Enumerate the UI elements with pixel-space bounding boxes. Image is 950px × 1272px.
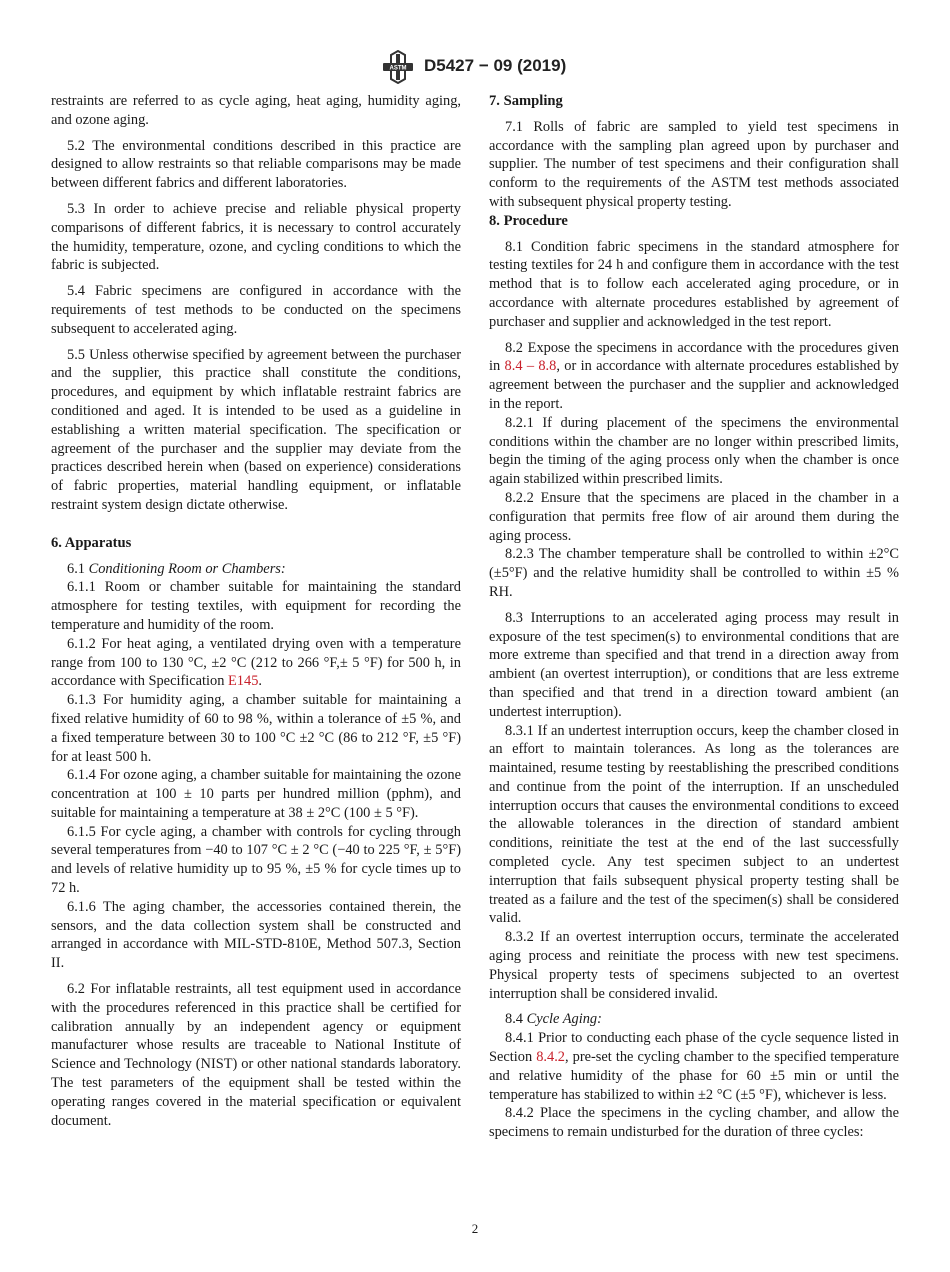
section-8-heading: 8. Procedure	[489, 212, 568, 229]
paragraph-8-2: 8.2 Expose the specimens in accordance with the procedures given in 8.4 – 8.8, or in accordance with alternate procedures established by agreement between the purchaser and the supplier and acknowledged in the report.	[489, 339, 899, 412]
svg-text:ASTM: ASTM	[389, 65, 407, 72]
paragraph-8-4-2: 8.4.2 Place the specimens in the cycling chamber, and allow the specimens to remain undisturbed for the duration of three cycles:	[489, 1105, 899, 1141]
paragraph-6-1-4: 6.1.4 For ozone aging, a chamber suitable for maintaining the ozone concentration at 100 ± 10 parts per hundred million (pphm), and suitable for maintaining a temperature at 38 ± 2°C (100 ± 5 °F).	[51, 767, 461, 821]
paragraph-8-3-1: 8.3.1 If an undertest interruption occurs, keep the chamber closed in an effort to maintain tolerances. As long as the tolerances are maintained, resume testing by reestablishing the prescribed conditions and continue from the point of the interruption. If an unscheduled interruption occurs that causes the environmental conditions to exceed the allowable tolerances in the direction of standard ambient conditions, reinitiate the test at the end of the last successfully completed cycle. Any test specimen subject to an undertest interruption that fails subsequent physical property testing shall be treated as a failure and the test of the specimen(s) shall be considered valid.	[489, 722, 899, 927]
astm-logo-icon	[380, 50, 416, 84]
paragraph-5-2: 5.2 The environmental conditions described in this practice are designed to allow restraints so that reliable comparisons may be made between different fabrics and different laboratories.	[51, 137, 461, 192]
section-6-heading: 6. Apparatus	[51, 534, 132, 551]
paragraph-5-3: 5.3 In order to achieve precise and reliable physical property comparisons of different fabrics, it is necessary to control accurately the humidity, temperature, ozone, and cycling conditions to which the fabric is subjected.	[51, 200, 461, 274]
paragraph-6-1: 6.1 Conditioning Room or Chambers:	[67, 560, 286, 577]
document-id: D5427 − 09 (2019)	[424, 56, 567, 75]
paragraph-6-1-2: 6.1.2 For heat aging, a ventilated drying oven with a temperature range from 100 to 130 °C, ±2 °C (212 to 266 °F,± 5 °F) for 500 h, in accordance with Specification E145.	[51, 635, 461, 690]
paragraph-8-3-2: 8.3.2 If an overtest interruption occurs, terminate the accelerated aging process and reinitiate the process with new test specimens. Physical property tests of specimens subjected to an overtest interruption shall be considered invalid.	[489, 929, 899, 1002]
paragraph-6-2: 6.2 For inflatable restraints, all test equipment used in accordance with the procedures referenced in this practice shall be certified for calibration annually by an independent agency or equipment manufacturer whose results are traceable to National Institute of Science and Technology (NIST) or other national standards laboratory. The test parameters of the equipment shall be tested within the operating ranges covered in the material specification or equivalent document.	[51, 981, 461, 1129]
paragraph-8-3: 8.3 Interruptions to an accelerated aging process may result in exposure of the test specimen(s) to environmental conditions that are more extreme than specified and that trend in a direction away from ambient (an overtest interruption), or conditions that are less extreme than specified and that trend in a direction toward ambient (an undertest interruption).	[489, 609, 899, 720]
paragraph-8-2-1: 8.2.1 If during placement of the specimens the environmental conditions within the chamber are no longer within prescribed limits, begin the timing of the aging process only when the chamber is once again stabilized within prescribed limits.	[489, 414, 899, 488]
paragraph-8-2-2: 8.2.2 Ensure that the specimens are placed in the chamber in a configuration that permits free flow of air around them during the aging process.	[489, 489, 899, 544]
link-e145[interactable]: E145	[228, 673, 259, 690]
paragraph-8-4-1: 8.4.1 Prior to conducting each phase of the cycle sequence listed in Section 8.4.2, pre-set the cycling chamber to the specified temperature and relative humidity of the phase for 60 ±5 min or until the temperature has stabilized to within ±2 °C (±5 °F), whichever is less.	[489, 1030, 899, 1103]
paragraph-6-1-1: 6.1.1 Room or chamber suitable for maintaining the standard atmosphere for testing textiles, with equipment for recording the temperature and humidity of the room.	[51, 579, 461, 633]
section-7-heading: 7. Sampling	[489, 93, 563, 109]
paragraph-8-2-3: 8.2.3 The chamber temperature shall be controlled to within ±2°C (±5°F) and the relative humidity shall be controlled to within ±5 % RH.	[489, 546, 899, 600]
page-header	[0, 50, 950, 86]
paragraph-6-1-3: 6.1.3 For humidity aging, a chamber suitable for maintaining a fixed relative humidity of 60 to 98 %, within a tolerance of ±5 %, and a fixed temperature between 30 to 100 °C ±2 °C (86 to 212 °F, ±5 °F) for at least 500 h.	[51, 692, 461, 765]
paragraph-5-4: 5.4 Fabric specimens are configured in accordance with the requirements of test methods to be conducted on the specimens subsequent to accelerated aging.	[51, 283, 461, 337]
paragraph-6-1-5: 6.1.5 For cycle aging, a chamber with controls for cycling through several temperatures from −40 to 107 °C ± 2 °C (−40 to 225 °F, ± 5°F) and levels of relative humidity up to 95 %, ±5 % for cycle times up to 72 h.	[51, 823, 461, 897]
paragraph-5-5: 5.5 Unless otherwise specified by agreement between the purchaser and the supplier, this practice shall constitute the conditions, procedures, and equipment by which inflatable restraint fabrics are conditioned and aged. It is intended to be used as a guideline in establishing a written material specification. The specification or agreement of the purchaser and the supplier may deviate from the practices described herein when (based on experience) considerations of fabric properties, material handling equipment, or inflatable restraint system design dictate otherwise.	[51, 346, 461, 513]
paragraph-8-4: 8.4 Cycle Aging:	[505, 1011, 602, 1028]
right-column	[489, 92, 899, 1142]
paragraph-7-1: 7.1 Rolls of fabric are sampled to yield test specimens in accordance with the sampling plan agreed upon by purchaser and supplier. The number of test specimens and their configuration shall conform to the requirements of the ASTM test methods associated with subsequent physical property testing.	[489, 118, 899, 210]
link-8-4-2[interactable]: 8.4.2	[536, 1049, 565, 1066]
link-8-4-8-8[interactable]: 8.4 – 8.8	[504, 358, 557, 375]
page-number: 2	[471, 1221, 479, 1236]
paragraph-8-1: 8.1 Condition fabric specimens in the standard atmosphere for testing textiles for 24 h and configure them in accordance with the test method that is to follow each accelerated aging procedure, or in accordance with alternate procedures established by agreement of purchaser and supplier and acknowledged in the test report.	[489, 238, 899, 330]
paragraph-5-1-continued: restraints are referred to as cycle aging, heat aging, humidity aging, and ozone aging.	[51, 93, 461, 128]
left-column	[51, 92, 461, 1130]
paragraph-6-1-6: 6.1.6 The aging chamber, the accessories contained therein, the sensors, and the data collection system shall be constructed and arranged in accordance with MIL-STD-810E, Method 507.3, Section II.	[51, 898, 461, 972]
